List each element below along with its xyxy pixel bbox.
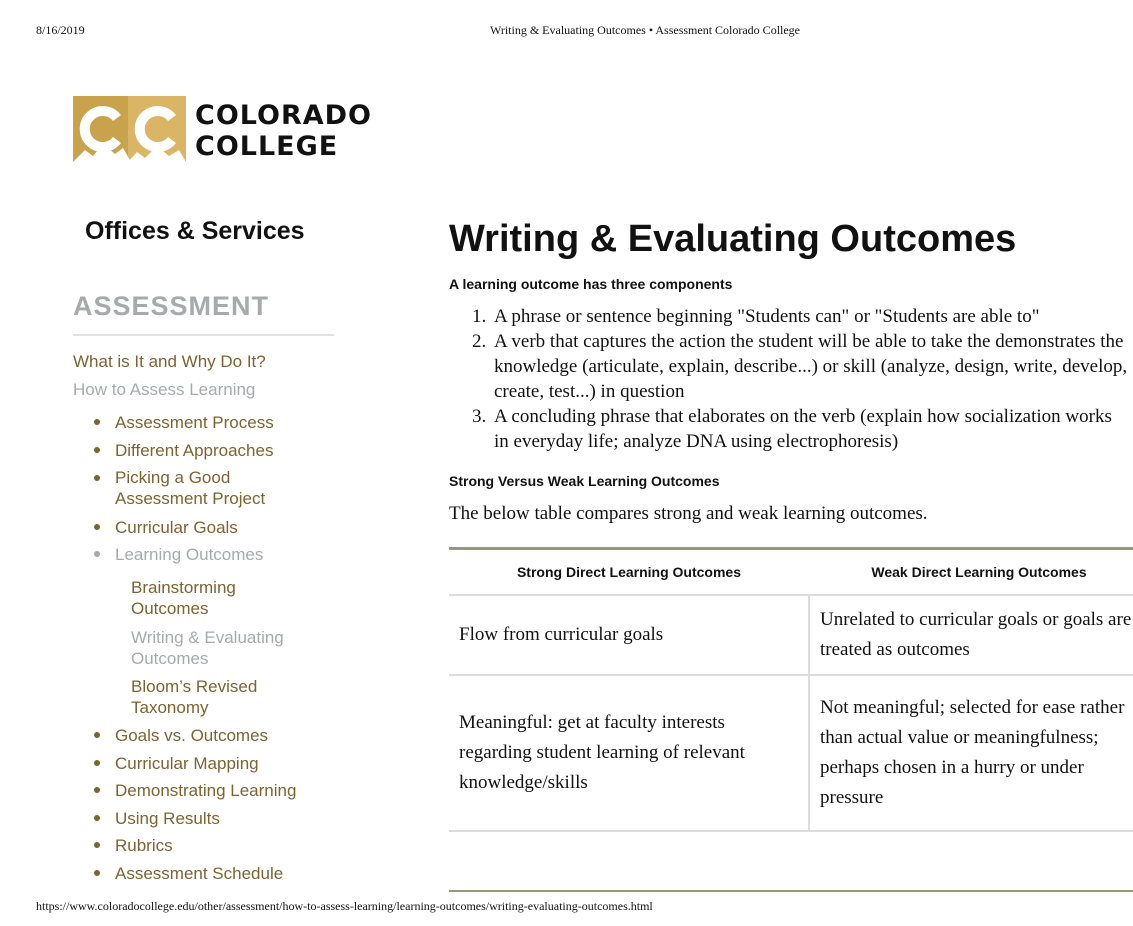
sidebar-subitem-blooms[interactable]: Bloom’s Revised Taxonomy [131,677,258,717]
table-cell: Flow from curricular goals [449,595,809,675]
section-divider [449,890,1133,892]
sidebar-item-curricular-goals[interactable]: Curricular Goals [115,518,238,537]
bullet-icon [94,842,100,848]
bullet-icon [94,815,100,821]
table-row [449,595,1133,675]
sidebar-item-using-results[interactable]: Using Results [115,809,220,828]
list-item: 3. A concluding phrase that elaborates on the verb (explain how socialization works in everyday life; analyze DNA using electrophoresis) [472,406,1112,452]
bullet-icon [94,447,100,453]
sidebar-subitem-brainstorming[interactable]: Brainstorming Outcomes [131,578,236,618]
bullet-icon [94,419,100,425]
components-list [472,304,1133,454]
list-item: 1. A phrase or sentence beginning "Students can" or "Students are able to" [472,306,1040,327]
sidebar-item-learning-outcomes[interactable]: Learning Outcomes [115,545,264,564]
logo-line-1: COLORADO [195,100,373,131]
page-title: Writing & Evaluating Outcomes [449,218,1017,260]
logo-line-2: COLLEGE [195,131,339,162]
sidebar-heading: Offices & Services [85,217,305,245]
list-item: 2. A verb that captures the action the student will be able to take the demonstrates the knowledge (articulate, explain, describe...) or skill (analyze, design, write, develop, create, test...) in question [472,331,1128,402]
sidebar-section-title[interactable]: ASSESSMENT [73,291,334,336]
components-heading: A learning outcome has three components [449,276,733,292]
print-page-title: Writing & Evaluating Outcomes • Assessment Colorado College [490,23,801,37]
comparison-heading: Strong Versus Weak Learning Outcomes [449,473,720,489]
sidebar-item-assessment-schedule[interactable]: Assessment Schedule [115,864,284,883]
sidebar-item-picking-project[interactable]: Picking a Good Assessment Project [115,468,266,508]
sidebar-link-how-to-assess[interactable]: How to Assess Learning [73,380,256,399]
table-row [449,675,1133,831]
sidebar-item-rubrics[interactable]: Rubrics [115,836,173,855]
table-cell: Meaningful: get at faculty interests regarding student learning of relevant knowledge/skills [449,675,809,831]
bullet-icon [94,551,100,557]
sidebar-subitem-writing-evaluating[interactable]: Writing & Evaluating Outcomes [131,628,284,668]
print-date: 8/16/2019 [36,23,85,37]
table-header-row [449,549,1133,596]
sidebar-item-assessment-process[interactable]: Assessment Process [115,413,274,432]
cc-logo-icon [73,96,186,162]
sidebar-item-goals-vs-outcomes[interactable]: Goals vs. Outcomes [115,726,269,745]
bullet-icon [94,475,100,481]
column-header-weak: Weak Direct Learning Outcomes [809,549,1133,596]
bullet-icon [94,870,100,876]
comparison-table [449,547,1133,832]
sidebar-link-what-is-it[interactable]: What is It and Why Do It? [73,352,266,371]
sidebar-item-demonstrating-learning[interactable]: Demonstrating Learning [115,781,297,800]
column-header-strong: Strong Direct Learning Outcomes [449,549,809,596]
table-cell: Unrelated to curricular goals or goals are treated as outcomes [809,595,1133,675]
bullet-icon [94,732,100,738]
bullet-icon [94,760,100,766]
table-cell: Not meaningful; selected for ease rather than actual value or meaningfulness; perhaps chosen in a hurry or under pressure [809,675,1133,831]
logo-wordmark [195,100,372,162]
sidebar-item-different-approaches[interactable]: Different Approaches [115,441,274,460]
comparison-intro: The below table compares strong and weak learning outcomes. [449,503,928,524]
print-url: https://www.coloradocollege.edu/other/assessment/how-to-assess-learning/learning-outcomes/writing-evaluating-outcomes.html [36,899,653,913]
bullet-icon [94,524,100,530]
colorado-college-logo[interactable] [73,96,403,164]
bullet-icon [94,787,100,793]
sidebar-item-curricular-mapping[interactable]: Curricular Mapping [115,754,259,773]
